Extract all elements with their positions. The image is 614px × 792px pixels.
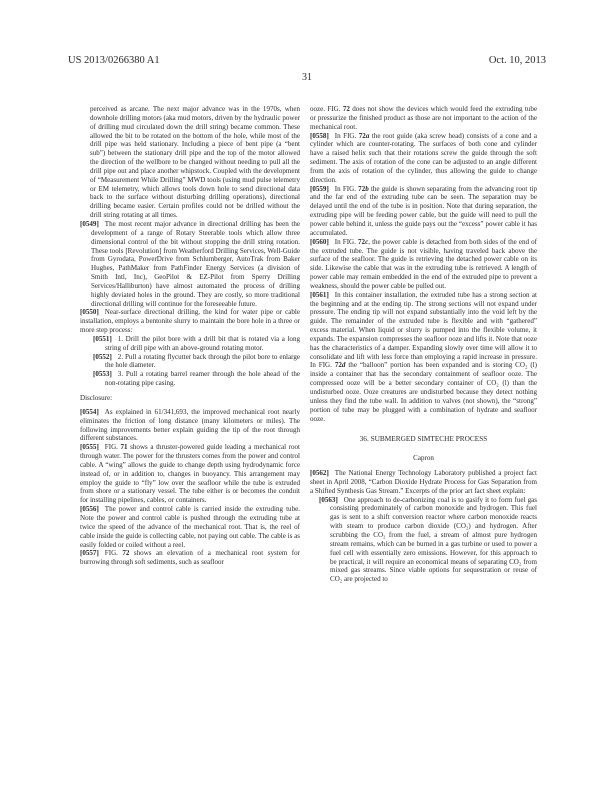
paragraph-0559 xyxy=(310,185,537,238)
fig-prefix: ooze. FIG. xyxy=(310,105,343,113)
paragraph-tag: [0552] xyxy=(93,352,112,361)
paragraph-text: The power and control cable is carried inside the extruding tube. Note the power and control cable is pushed through the extruding tube at twice the speed of the advance of the mechanical root. That is, the reel of cable inside the guide is collecting cable, not paying out cable. The cable is as easily folded or coiled without a reel. xyxy=(80,505,300,549)
paragraph-0561 xyxy=(310,291,537,424)
paragraph-text: The National Energy Technology Laboratory published a project fact sheet in April 2008, “Carbon Dioxide Hydrate Process for Gas Separation from a Shifted Synthesis Gas Stream.” Excerpts of the prior art fact sheet explain: xyxy=(310,469,537,495)
paragraph-text: , the power cable is detached from both sides of the end of the extruded tube. The guide is not visible, having traveled back above the surface of the seafloor. The guide is retrieving the detached power cable on its side. Likewise the cable that was in the extruding tube is retrieved. A length of power cable may remain embedded in the end of the extruded pipe to prevent a weakness, should the power cable be pulled out. xyxy=(310,237,537,290)
paragraph-text: 1. Drill the pilot bore with a drill bit that is rotated via a long string of drill pipe with an above-ground rotating motor. xyxy=(105,334,300,352)
paragraph-0558 xyxy=(310,132,537,185)
figure-suffix: d xyxy=(341,361,346,370)
disclosure-label: Disclosure: xyxy=(80,394,113,402)
figure-reference: 72 xyxy=(334,361,342,370)
paragraph-tag: [0553] xyxy=(93,370,112,379)
paragraph-text: the root guide (aka screw head) consists of a cone and a cylinder which are counter-rotating. The surfaces of both cone and cylinder have a raised helix such that their rotations screw the guide through the soft sediment. The axis of rotation of the cone can be adjusted to an angle different from the axis of rotation of the cylinder, thus allowing the guide to change direction. xyxy=(310,131,538,184)
publication-date: Oct. 10, 2013 xyxy=(488,55,546,66)
paragraph-tag: [0554] xyxy=(80,407,99,416)
section-author: Capron xyxy=(413,454,434,463)
paragraph-tag: [0555] xyxy=(80,443,99,452)
paragraph-text: One approach to de-carbonizing coal is to gasify it to form fuel gas consisting predominately of carbon monoxide and hydrogen. This fuel gas is sent to a shift conversion reactor where carbon monoxide reacts with steam to produce carbon dioxide (CO₂) and hydrogen. After scrubbing the CO₂ from the fuel, a stream of almost pure hydrogen stream remains, which can be burned in a gas turbine or used to power a fuel cell with essentially zero emissions. However, for this approach to be practical, it will require an economical means of separating CO₂ from mixed gas streams. Since viable options for sequestration or reuse of CO₂ are projected to xyxy=(330,495,537,584)
paragraph-0556 xyxy=(80,505,300,549)
paragraph-text: the guide is shown separating from the advancing root tip and the far end of the extruding tube can be seen. The separation may be delayed until the end of the tube is in position. Note that during separation, the extruding pipe will be feeding power cable, but the guide will need to pull the power cable behind it, unless the guide pays out the “excess” power cable it has accumulated. xyxy=(310,184,538,237)
figure-reference: 72 xyxy=(358,184,366,193)
figure-suffix: c xyxy=(365,237,369,246)
paragraph-continuation xyxy=(310,105,537,132)
paragraph-tag: [0559] xyxy=(310,184,329,193)
left-column xyxy=(80,105,300,567)
figure-suffix: a xyxy=(365,131,370,140)
paragraph-tag: [0556] xyxy=(80,505,99,514)
paragraph-text: shows an elevation of a mechanical root system for burrowing through soft sediments, such as seafloor xyxy=(80,549,300,567)
paragraph-tag: [0562] xyxy=(310,469,329,478)
figure-reference: 72 xyxy=(358,131,366,140)
figure-reference: 72 xyxy=(358,237,366,246)
paragraph-text: Near-surface directional drilling, the kind for water pipe or cable installation, employs a bentonite slurry to maintain the bore hole in a three or more step process: xyxy=(80,308,300,335)
paragraph-0553 xyxy=(80,370,300,388)
right-column xyxy=(310,105,537,584)
paragraph-0552 xyxy=(80,353,300,371)
publication-number: US 2013/0266380 A1 xyxy=(68,55,160,66)
paragraph-text: shows a thruster-powered guide leading a mechanical root through water. The power for the thrusters comes from the power and control cable. A “wing” allows the guide to change depth using hydrodynamic force instead of, or in addition to, changes in buoyancy. This arrangement may employ the guide to “fly” low over the seafloor while the tube is extruded from shore or a stationary vessel. The tube either is or becomes the conduit for installing pipelines, cables, or containers. xyxy=(80,443,300,505)
paragraph-tag: [0561] xyxy=(310,290,329,299)
paragraph-continuation: perceived as arcane. The next major advance was in the 1970s, when downhole drilling motors (aka mud motors, driven by the hydraulic power of drilling mud circulated down the drill string) became common. These allowed the bit to be rotated on the bottom of the hole, while most of the drill pipe was held stationary. Including a piece of bent pipe (a “bent sub”) between the stationary drill pipe and the top of the motor allowed the direction of the wellbore to be changed without needing to pull all the drill pipe out and place another whipstock. Coupled with the development of “Measurement While Drilling” MWD tools (using mud pulse telemetry or EM telemetry, which allows tools down hole to send directional data back to the surface without disturbing drilling operations), directional drilling became easier. Certain profiles could not be drilled without the drill string rotating at all times. xyxy=(90,105,300,220)
paragraph-tag: [0551] xyxy=(93,334,112,343)
figure-suffix: b xyxy=(365,184,369,193)
fig-prefix: In FIG. xyxy=(334,237,359,246)
fig-prefix: In FIG. xyxy=(334,184,359,193)
figure-reference: 72 xyxy=(342,105,350,113)
paragraph-0555 xyxy=(80,443,300,505)
fig-prefix: FIG. xyxy=(104,443,121,452)
paragraph-0550 xyxy=(80,308,300,335)
figure-reference: 72 xyxy=(122,549,130,558)
paragraph-0557 xyxy=(80,549,300,567)
paragraph-0560 xyxy=(310,238,537,291)
section-title: 36. SUBMERGED SIMTECHE PROCESS xyxy=(359,434,488,444)
paragraph-text: the “balloon” portion has been expanded and is storing CO₂ (l) inside a container that has the secondary containment of seafloor ooze. The compressed ooze will be a better secondary container of CO₂ (l) than the undisturbed ooze. Ooze creatures are undisturbed because they detect nothing unless they find the tube wall. In addition to valves (not shown), the “strong” portion of tube may be plugged with a combination of hydrate and seafloor ooze. xyxy=(310,361,538,423)
paragraph-text: 2. Pull a rotating flycutter back through the pilot bore to enlarge the hole diameter. xyxy=(105,352,300,370)
paragraph-tag: [0558] xyxy=(310,131,329,140)
paragraph-text: As explained in 61/341,693, the improved mechanical root nearly eliminates the friction of long distance (many kilometers or miles). The following improvements better explain guiding the tip of the root through different substances. xyxy=(80,407,300,443)
paragraph-0549 xyxy=(80,220,300,308)
paragraph-text: does not show the devices which would feed the extruding tube or pressurize the finished product as those are not important to the action of the mechanical root. xyxy=(310,105,537,131)
fig-prefix: In FIG. xyxy=(334,131,359,140)
paragraph-0551 xyxy=(80,335,300,353)
paragraph-text: 3. Pull a rotating barrel reamer through the hole ahead of the non-rotating pipe casing. xyxy=(105,370,300,388)
paragraph-text: The most recent major advance in directional drilling has been the development of a range of Rotary Steerable tools which allow three dimensional control of the bit without stopping the drill string rotation. These tools [Revolution] from Weatherford Drilling Services, Well-Guide from Gyrodata, PowerDrive from Schlumberger, AutoTrak from Baker Hughes, PathMaker from PathFinder Energy Services (a division of Smith Intl, Inc), GeoPilot & EZ-Pilot from Sperry Drilling Services/Halliburton) have almost automated the process of drilling highly deviated holes in the ground. They are costly, so more traditional directional drilling will continue for the foreseeable future. xyxy=(91,219,300,308)
paragraph-tag: [0550] xyxy=(80,308,99,317)
paragraph-tag: [0549] xyxy=(80,219,99,228)
figure-reference: 71 xyxy=(120,443,128,452)
paragraph-tag: [0560] xyxy=(310,237,329,246)
paragraph-tag: [0563] xyxy=(319,495,338,504)
page-number: 31 xyxy=(302,72,312,83)
paragraph-0563 xyxy=(310,496,537,584)
paragraph-tag: [0557] xyxy=(80,549,99,558)
fig-prefix: FIG. xyxy=(104,549,123,558)
paragraph-0562 xyxy=(310,469,537,496)
paragraph-text: In this container installation, the extruded tube has a strong section at the beginning and at the ending tip. The strong sections will not expand under pressure. The ending tip will not expand substantially into the void left by the guide. The remainder of the extruded tube is flexible and with “gathered” excess material. When liquid or slurry is pumped into the flexible volume, it expands. The expansion compresses the seafloor ooze and lifts it. Note that ooze has the characteristics of a damper. Expanding slowly over time will allow it to consolidate and lift with less force than employing a rapid increase in pressure. In FIG. xyxy=(310,290,537,370)
paragraph-0554 xyxy=(80,408,300,443)
